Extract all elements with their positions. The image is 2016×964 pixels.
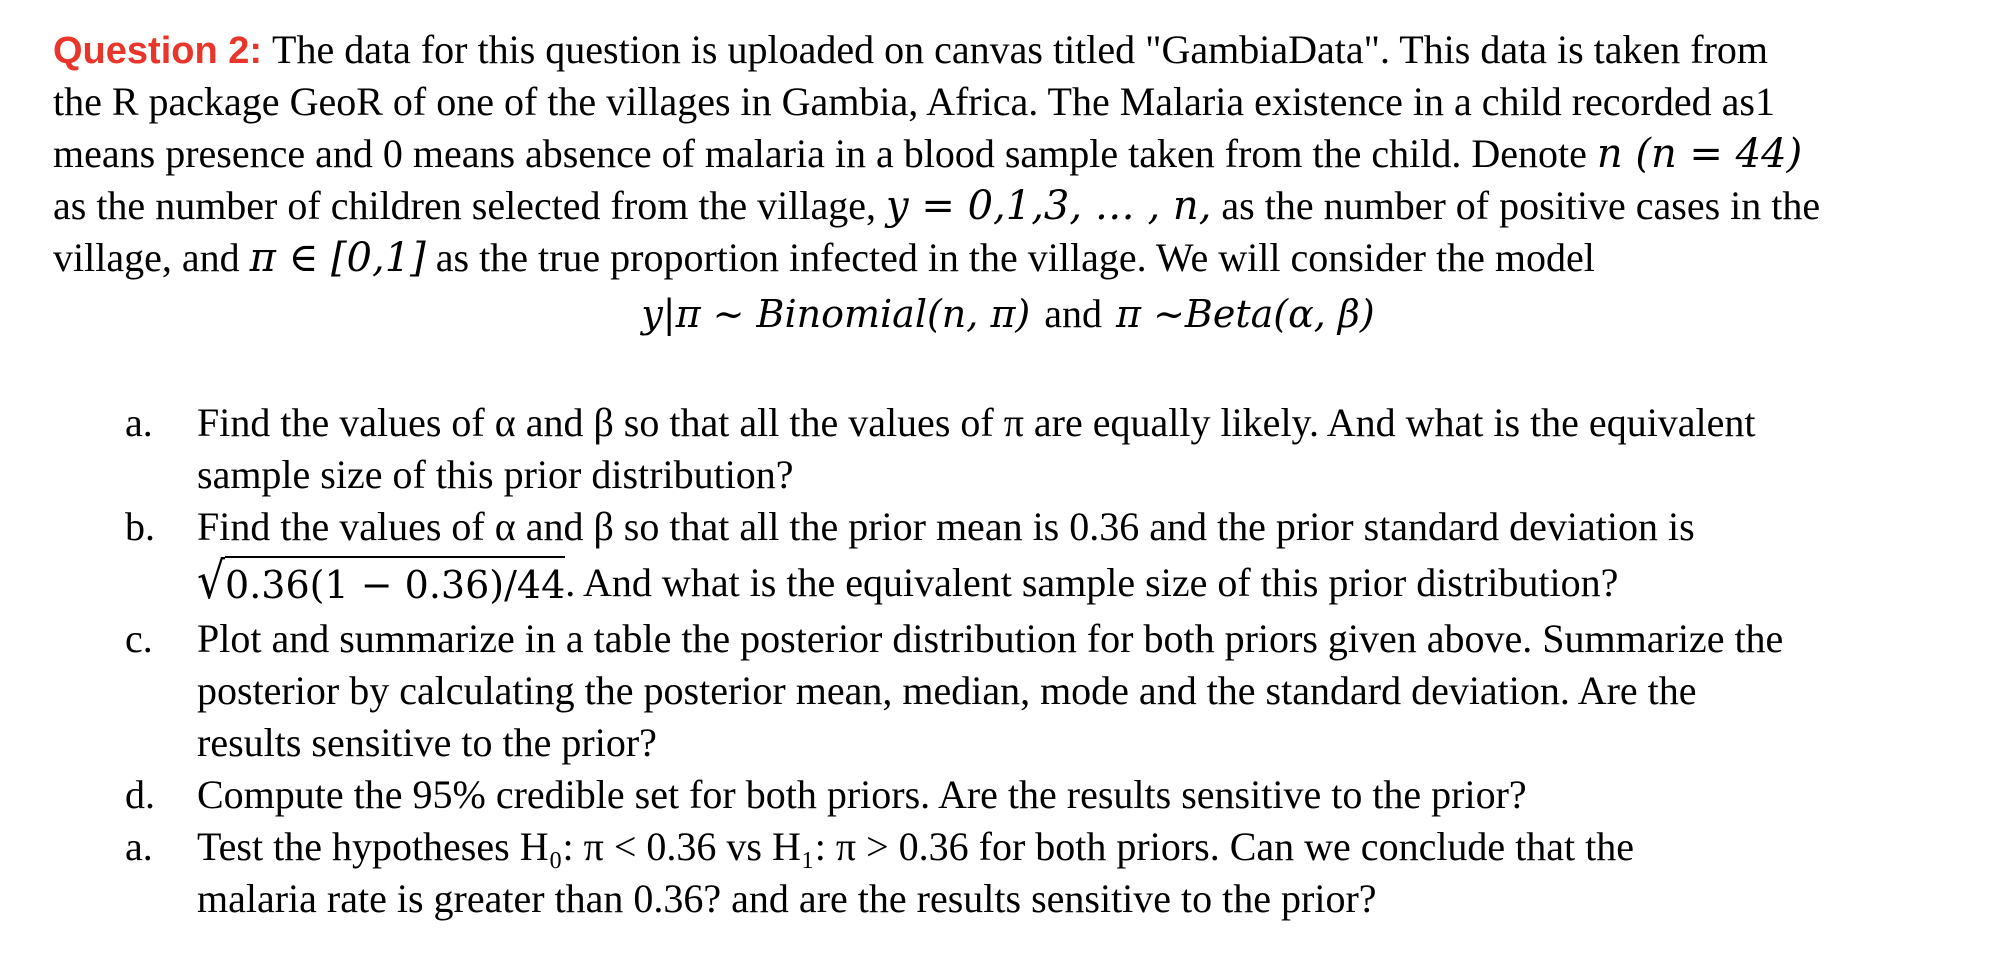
intro-text: means presence and 0 means absence of malaria in a blood sample taken from the child. Denote [53,131,1597,176]
question-items [125,397,2005,925]
intro-text: village, and [53,235,250,280]
item-line: Test the hypotheses H₀: π < 0.36 vs H₁: π > 0.36 for both priors. Can we conclude that the [197,824,1635,869]
intro-line-1 [53,24,1998,76]
item-line: sample size of this prior distribution? [197,452,794,497]
item-line-sqrt [197,553,2005,613]
item-line: results sensitive to the prior? [197,720,657,765]
math-n-equals-44: n (n = 44) [1596,131,1803,177]
item-line: Plot and summarize in a table the posterior distribution for both priors given above. Summarize the [197,616,1784,661]
list-item [125,613,2005,769]
intro-line-5 [53,232,1998,284]
list-item [125,501,2005,613]
item-line: Find the values of α and β so that all the prior mean is 0.36 and the prior standard deviation is [197,504,1695,549]
math-y-range: y = 0,1,3, … , n, [886,183,1212,229]
item-text: . And what is the equivalent sample size of this prior distribution? [565,560,1619,605]
question-intro [53,24,1998,284]
intro-line-2 [53,76,1998,128]
intro-text: as the number of children selected from the village, [53,183,887,228]
list-item [125,397,2005,501]
model-likelihood: y|π ~ Binomial(n, π) [641,292,1031,336]
item-letter: c. [125,616,153,661]
intro-text: the R package GeoR of one of the villages in Gambia, Africa. The Malaria existence in a child recorded as1 [53,79,1775,124]
item-line: malaria rate is greater than 0.36? and are the results sensitive to the prior? [197,876,1377,921]
intro-text: as the number of positive cases in the [1211,183,1821,228]
model-prior: π ~Beta(α, β) [1116,292,1375,336]
sqrt-radicand: 0.36(1 − 0.36)/44 [225,556,565,610]
radical-sign: √ [197,552,226,611]
sqrt-expression [197,552,566,611]
item-letter: a. [125,400,153,445]
item-line: posterior by calculating the posterior mean, median, mode and the standard deviation. Are the [197,668,1697,713]
intro-line-4 [53,180,1998,232]
item-line: Find the values of α and β so that all the values of π are equally likely. And what is the equivalent [197,400,1756,445]
question-label: Question 2: [53,30,263,72]
item-letter: d. [125,772,155,817]
item-letter: b. [125,504,155,549]
math-pi-interval: π ∈ [0,1] [249,235,426,281]
item-line: Compute the 95% credible set for both priors. Are the results sensitive to the prior? [197,772,1527,817]
list-item [125,769,2005,821]
model-equation [0,288,2016,340]
item-letter: a. [125,824,153,869]
model-and: and [1044,291,1103,336]
intro-text: The data for this question is uploaded on canvas titled "GambiaData". This data is taken from [272,27,1769,72]
intro-line-3 [53,128,1998,180]
intro-text: as the true proportion infected in the village. We will consider the model [425,235,1595,280]
list-item [125,821,2005,925]
